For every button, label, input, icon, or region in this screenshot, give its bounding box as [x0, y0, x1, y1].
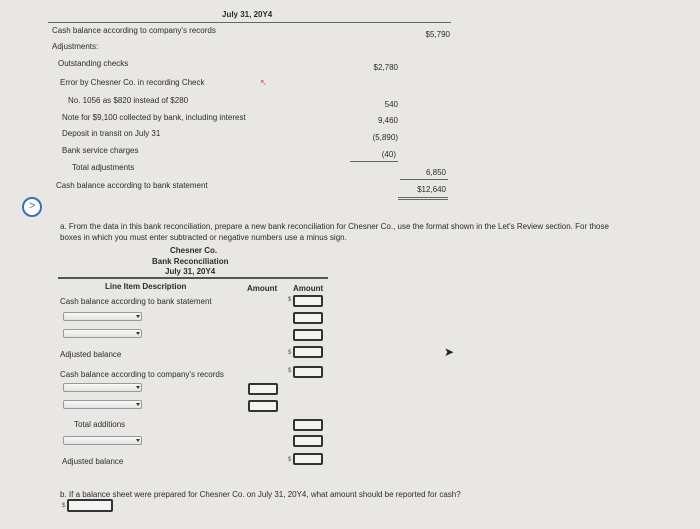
question-a-text-2: boxes in which you must enter subtracted or negative numbers use a minus sign. [60, 233, 347, 242]
dollar-sign: $ [288, 297, 292, 303]
example-row-col1: 9,460 [377, 116, 398, 125]
example-date: July 31, 20Y4 [222, 10, 273, 19]
example-row-label: No. 1056 as $820 instead of $280 [68, 96, 189, 105]
label-adjusted-balance-1: Adjusted balance [60, 350, 122, 359]
example-subtotal-rule [350, 161, 398, 162]
example-row-label: Deposit in transit on July 31 [62, 129, 161, 138]
chevron-down-icon [136, 403, 140, 406]
example-double-rule-2 [398, 199, 448, 200]
example-top-rule [48, 22, 451, 23]
cash-answer-input[interactable] [67, 499, 113, 512]
amount-input-company-balance[interactable] [293, 366, 323, 378]
line-item-select-1[interactable] [63, 312, 142, 321]
example-double-rule-1 [398, 197, 448, 198]
example-row-col1: 540 [384, 100, 398, 109]
recon-header-rule [58, 277, 328, 279]
col-header-amount-2: Amount [293, 284, 324, 293]
question-a-text: a. From the data in this bank reconciliation, prepare a new bank reconciliation for Chesner Co., use the format shown in the Let's Review section. For those [60, 222, 609, 231]
example-row-col1: $2,780 [373, 63, 398, 72]
amount-input-2[interactable] [293, 312, 323, 324]
label-total-additions: Total additions [74, 420, 126, 429]
example-row-col2: $5,790 [425, 30, 450, 39]
example-row-label: Total adjustments [72, 163, 135, 172]
chevron-down-icon [136, 332, 140, 335]
example-total-rule [400, 179, 448, 180]
example-row-col1: (5,890) [372, 133, 398, 142]
example-row-label: Outstanding checks [58, 59, 129, 68]
line-item-select-3[interactable] [63, 383, 142, 392]
line-item-select-5[interactable] [63, 436, 142, 445]
dollar-sign: $ [288, 350, 292, 356]
example-row-label: Cash balance according to company's records [52, 26, 216, 35]
example-row-label: Bank service charges [62, 146, 139, 155]
label-bank-statement: Cash balance according to bank statement [60, 297, 212, 306]
amount-input-addition-1[interactable] [248, 383, 278, 395]
mouse-pointer-icon: ➤ [444, 345, 455, 359]
example-row-label: Error by Chesner Co. in recording Check [60, 78, 205, 87]
label-adjusted-balance-2: Adjusted balance [62, 457, 124, 466]
line-item-select-2[interactable] [63, 329, 142, 338]
example-row-col1: (40) [381, 150, 396, 159]
amount-input-addition-2[interactable] [248, 400, 278, 412]
recon-company: Chesner Co. [170, 246, 218, 255]
recon-title: Bank Reconciliation [152, 257, 229, 266]
chevron-right-icon: > [29, 200, 36, 212]
label-company-records: Cash balance according to company's records [60, 370, 224, 379]
example-row-col2: $12,640 [417, 185, 446, 194]
dollar-sign: $ [288, 457, 292, 463]
chevron-down-icon [136, 315, 140, 318]
amount-input-total-additions[interactable] [293, 419, 323, 431]
amount-input-deduction[interactable] [293, 435, 323, 447]
chevron-down-icon [136, 386, 140, 389]
col-header-line-item: Line Item Description [105, 282, 187, 291]
line-item-select-4[interactable] [63, 400, 142, 409]
example-row-label: Adjustments: [52, 42, 99, 51]
amount-input-3[interactable] [293, 329, 323, 341]
dollar-sign: $ [288, 368, 292, 374]
chevron-down-icon [136, 439, 140, 442]
amount-input-adjusted-1[interactable] [293, 346, 323, 358]
example-row-label: Cash balance according to bank statement [56, 181, 208, 190]
question-b-text: b. If a balance sheet were prepared for Chesner Co. on July 31, 20Y4, what amount should be reported for cash? [60, 490, 461, 499]
amount-input-bank-balance[interactable] [293, 295, 323, 307]
cursor-mark-icon: ↖ [260, 78, 267, 87]
amount-input-adjusted-2[interactable] [293, 453, 323, 465]
dollar-sign: $ [62, 503, 66, 509]
recon-date: July 31, 20Y4 [165, 267, 216, 276]
col-header-amount-1: Amount [247, 284, 278, 293]
expand-chevron-button[interactable] [22, 197, 42, 217]
example-row-col2: 6,850 [425, 168, 446, 177]
example-row-label: Note for $9,100 collected by bank, including interest [62, 113, 246, 122]
